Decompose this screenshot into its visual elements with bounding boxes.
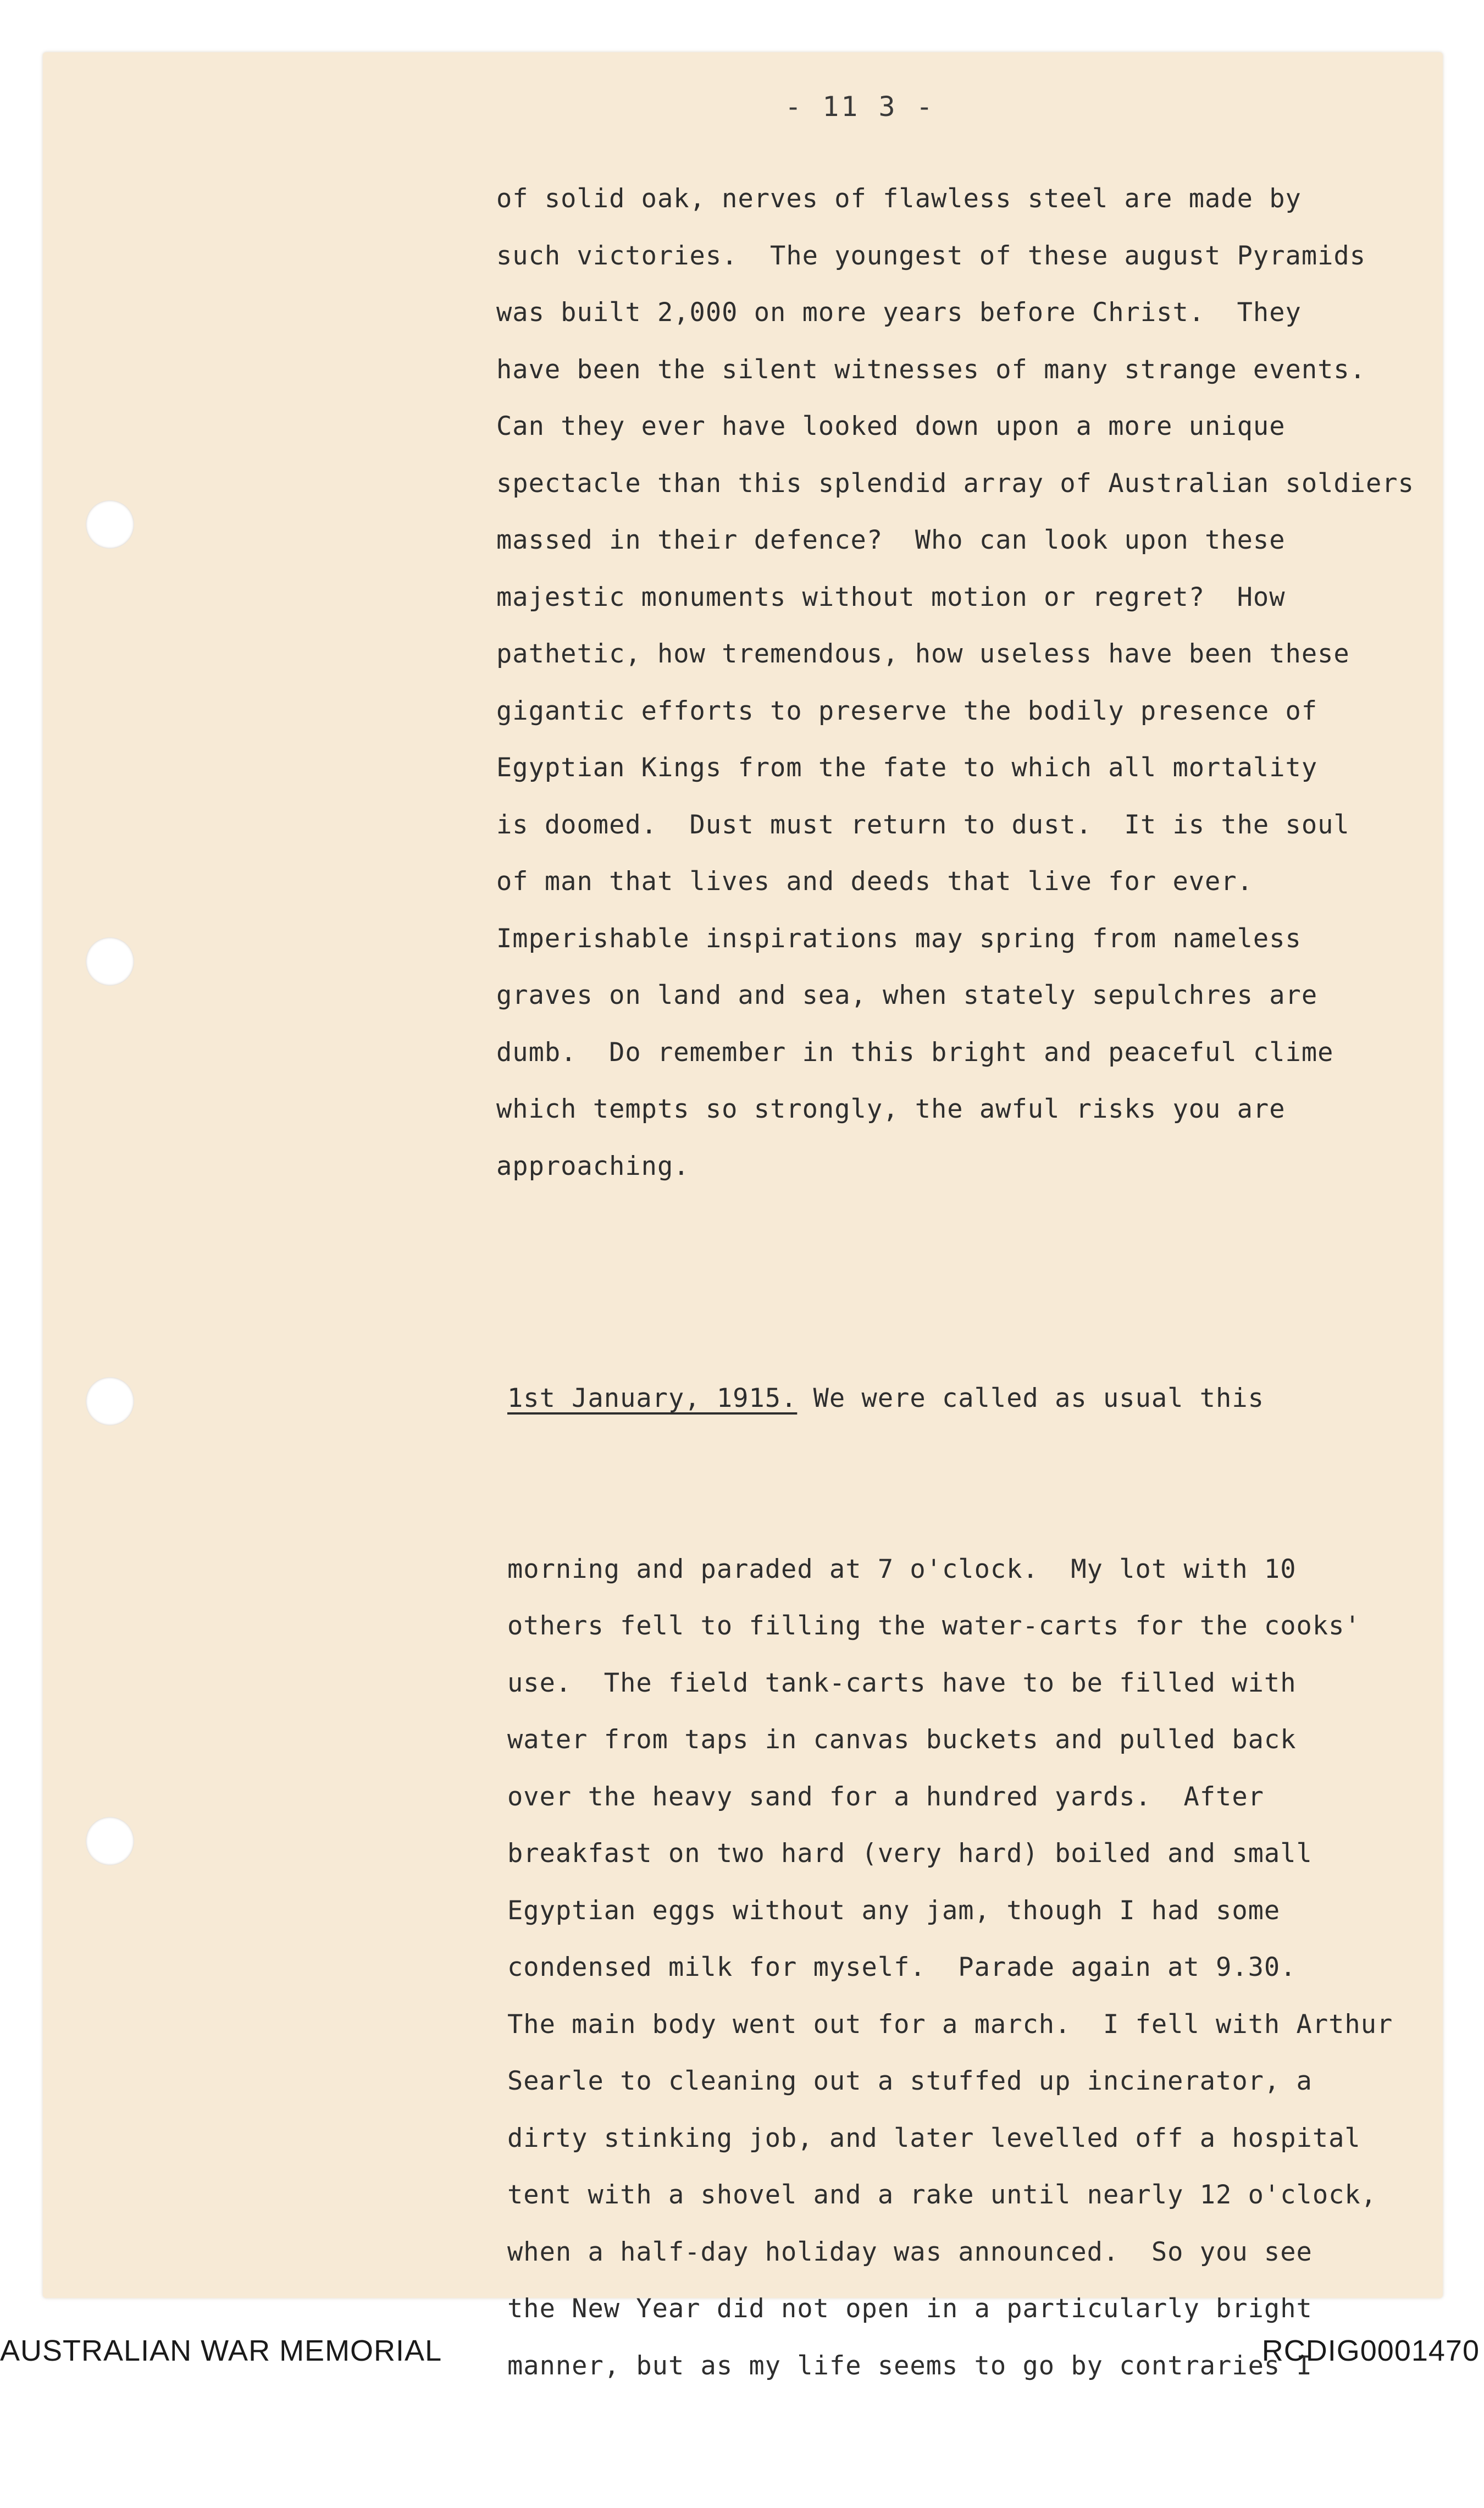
text-line: use. The field tank-carts have to be filled with — [507, 1667, 1297, 1698]
text-line: The main body went out for a march. I fell with Arthur — [507, 2009, 1393, 2040]
punch-hole-3 — [86, 1377, 134, 1426]
paragraph-pyramids — [496, 170, 1414, 1195]
text-line: tent with a shovel and a rake until nearly 12 o'clock, — [507, 2180, 1377, 2210]
text-line: was built 2,000 on more years before Christ. They — [496, 297, 1302, 328]
text-line: Searle to cleaning out a stuffed up incinerator, a — [507, 2066, 1313, 2096]
text-line: over the heavy sand for a hundred yards. After — [507, 1781, 1264, 1812]
text-line: Can they ever have looked down upon a more unique — [496, 411, 1286, 441]
text-line: such victories. The youngest of these august Pyramids — [496, 240, 1366, 271]
text-line: Egyptian Kings from the fate to which all mortality — [496, 753, 1318, 783]
text-line: Imperishable inspirations may spring from nameless — [496, 923, 1302, 954]
text-line: pathetic, how tremendous, how useless have been these — [496, 639, 1350, 669]
footer-reference-id: RCDIG0001470 — [1261, 2334, 1480, 2367]
text-line: of solid oak, nerves of flawless steel are made by — [496, 184, 1302, 214]
punch-hole-2 — [86, 937, 134, 986]
punch-hole-4 — [86, 1817, 134, 1865]
page-number: - 11 3 - — [785, 91, 935, 123]
text-line: approaching. — [496, 1151, 690, 1181]
entry-first-line-text: We were called as usual this — [797, 1383, 1264, 1413]
text-line: others fell to filling the water-carts for the cooks' — [507, 1611, 1361, 1641]
text-line: majestic monuments without motion or regret? How — [496, 582, 1286, 612]
text-line: water from taps in canvas buckets and pulled back — [507, 1725, 1297, 1755]
text-line: dirty stinking job, and later levelled off a hospital — [507, 2123, 1361, 2153]
text-line: graves on land and sea, when stately sepulchres are — [496, 980, 1318, 1010]
text-line: breakfast on two hard (very hard) boiled and small — [507, 1838, 1313, 1869]
text-line: which tempts so strongly, the awful risks you are — [496, 1094, 1286, 1124]
text-line: morning and paraded at 7 o'clock. My lot with 10 — [507, 1554, 1297, 1584]
footer-institution: AUSTRALIAN WAR MEMORIAL — [0, 2334, 442, 2367]
entry-body — [507, 1541, 1393, 2395]
text-line: of man that lives and deeds that live for ever. — [496, 866, 1253, 897]
punch-hole-1 — [86, 500, 134, 549]
text-line: the New Year did not open in a particularly bright — [507, 2294, 1313, 2324]
diary-entry-1915-01-01 — [507, 1256, 1393, 2508]
text-line: massed in their defence? Who can look upon these — [496, 525, 1286, 555]
text-line: when a half-day holiday was announced. So you see — [507, 2236, 1313, 2267]
entry-first-line — [507, 1370, 1393, 1427]
text-line: spectacle than this splendid array of Australian soldiers — [496, 468, 1414, 499]
text-line: gigantic efforts to preserve the bodily presence of — [496, 695, 1318, 726]
text-line: Egyptian eggs without any jam, though I had some — [507, 1895, 1281, 1926]
text-line: dumb. Do remember in this bright and peaceful clime — [496, 1037, 1334, 1068]
text-line: condensed milk for myself. Parade again at 9.30. — [507, 1952, 1297, 1982]
text-line: manner, but as my life seems to go by contraries I — [507, 2350, 1313, 2381]
entry-date-heading: 1st January, 1915. — [507, 1383, 798, 1413]
text-line: is doomed. Dust must return to dust. It is the soul — [496, 809, 1350, 840]
text-line: have been the silent witnesses of many strange events. — [496, 354, 1366, 385]
